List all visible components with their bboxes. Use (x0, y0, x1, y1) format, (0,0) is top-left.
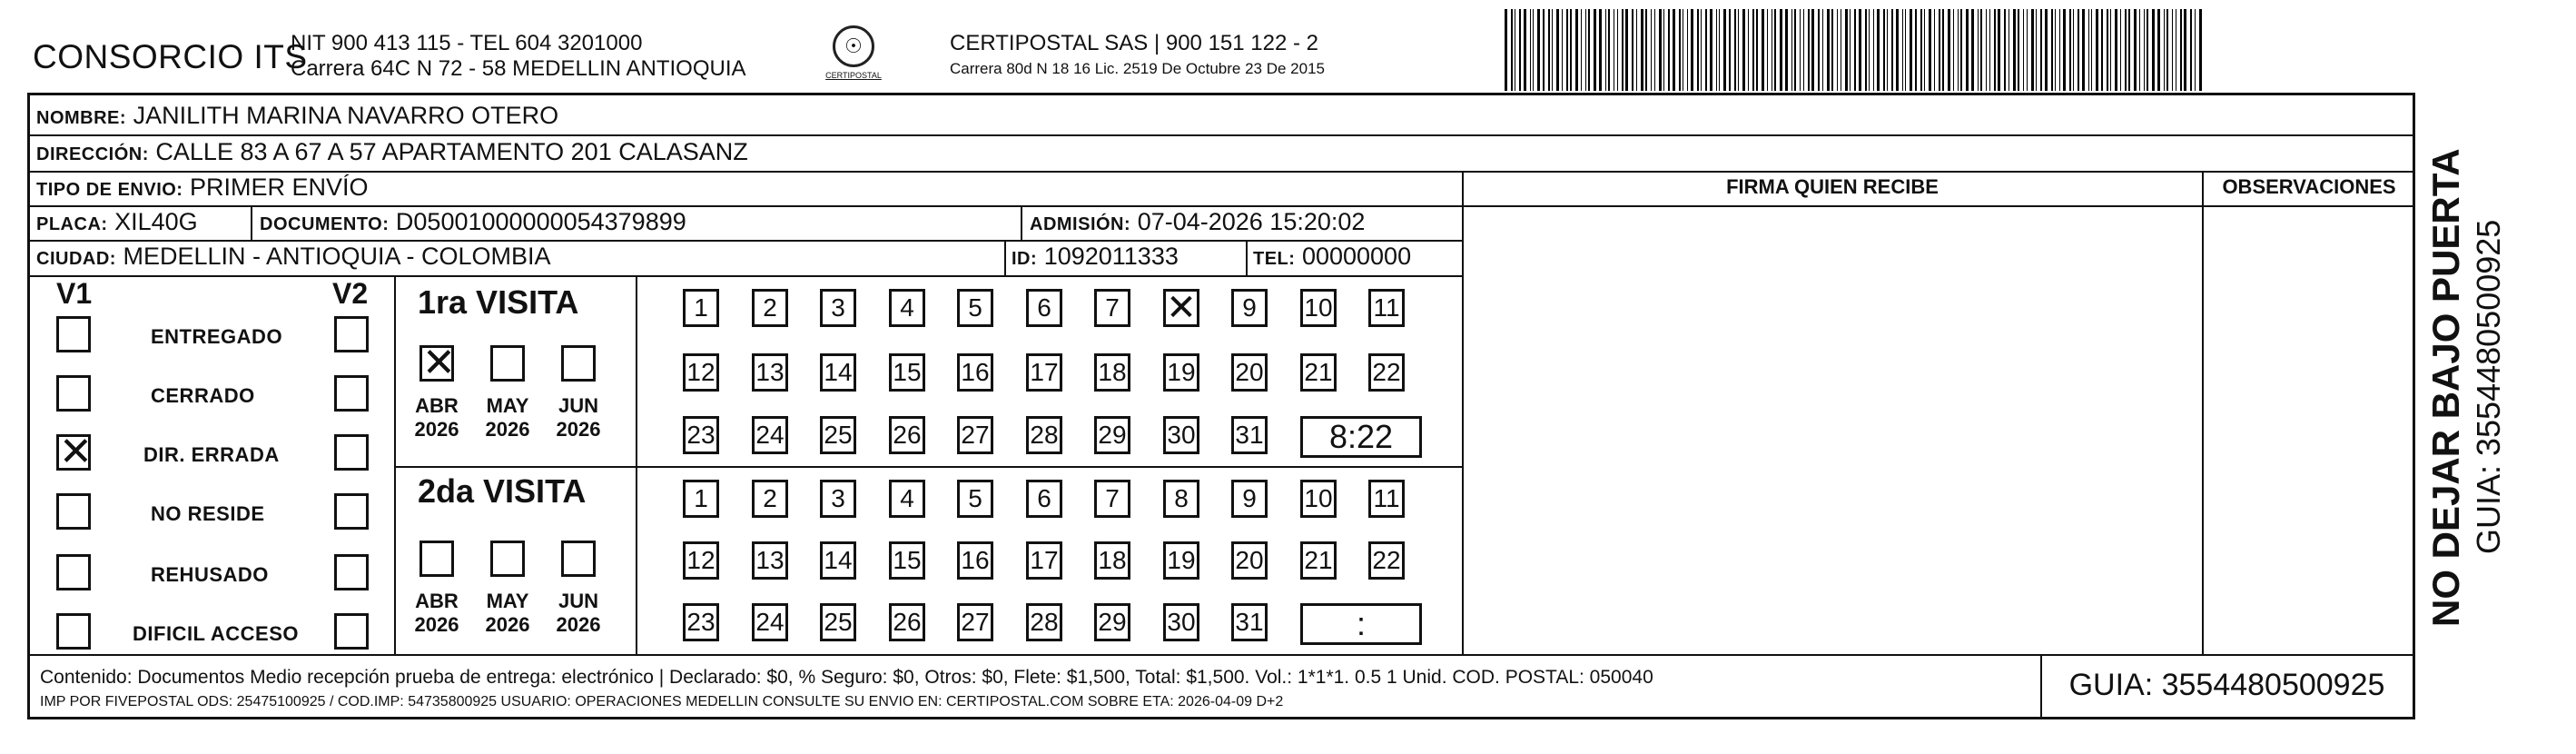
month-year: 2026 (485, 418, 530, 441)
carrier-line: CERTIPOSTAL SAS | 900 151 122 - 2 (950, 31, 1318, 55)
v2-header: V2 (332, 277, 369, 310)
barcode-bar (2128, 9, 2130, 91)
day-box[interactable]: 23 (683, 416, 719, 454)
barcode-bar (1701, 9, 1702, 91)
barcode-bar (2088, 9, 2089, 91)
day-box[interactable]: 23 (683, 603, 719, 641)
day-box[interactable]: 9 (1231, 480, 1268, 518)
barcode-bar (1585, 9, 1586, 91)
placa-row (36, 208, 198, 236)
day-box[interactable]: 5 (957, 289, 993, 327)
barcode-bar (2107, 9, 2108, 91)
day-box[interactable]: 26 (889, 416, 925, 454)
documento-label: DOCUMENTO: (260, 214, 390, 234)
day-box[interactable]: 13 (752, 353, 788, 392)
barcode-bar (2164, 9, 2165, 91)
day-box[interactable]: 5 (957, 480, 993, 518)
barcode-bar (1530, 9, 1531, 91)
month-checkbox[interactable] (419, 541, 454, 577)
carrier-info (950, 31, 1325, 82)
company-address: Carrera 64C N 72 - 58 MEDELLIN ANTIOQUIA (291, 56, 746, 81)
barcode-bar (1865, 9, 1867, 91)
logo-text: CERTIPOSTAL (825, 71, 882, 80)
month-name: JUN (558, 394, 598, 417)
barcode-bar (1533, 9, 1534, 91)
barcode-bar (2096, 9, 2098, 91)
month-name: MAY (486, 394, 529, 417)
nombre-label: NOMBRE: (36, 108, 127, 128)
time-box[interactable]: 8:22 (1300, 416, 1422, 458)
day-box[interactable]: 10 (1300, 480, 1337, 518)
barcode-bar (2172, 9, 2173, 91)
month-year: 2026 (485, 613, 530, 636)
day-box[interactable]: 27 (957, 603, 993, 641)
side-guia: GUIA: 3554480500925 (2470, 219, 2507, 554)
barcode-bar (1960, 9, 1962, 91)
barcode-bar (1566, 9, 1568, 91)
barcode-bar (1625, 9, 1628, 91)
day-box[interactable]: 11 (1368, 289, 1405, 327)
v2-checkbox[interactable] (334, 316, 369, 352)
second-visit-title: 2da VISITA (418, 472, 587, 510)
barcode-bar (2184, 9, 2186, 91)
barcode-bar (1599, 9, 1602, 91)
day-box[interactable]: 21 (1300, 541, 1337, 580)
barcode-bar (2195, 9, 2196, 91)
barcode-bar (1552, 9, 1553, 91)
barcode-bar (1524, 9, 1526, 91)
day-box[interactable]: 28 (1026, 416, 1062, 454)
ciudad-label: CIUDAD: (36, 249, 116, 269)
day-box[interactable]: 3 (820, 480, 856, 518)
barcode-bar (2199, 9, 2202, 91)
barcode-bar (1622, 9, 1624, 91)
barcode-bar (1915, 9, 1917, 91)
v2-checkbox[interactable] (334, 375, 369, 412)
barcode-bar (2036, 9, 2037, 91)
barcode-bar (1978, 9, 1979, 91)
barcode-bar (2063, 9, 2066, 91)
barcode-bar (1752, 9, 1754, 91)
barcode-bar (1808, 9, 1810, 91)
barcode-bar (2013, 9, 2016, 91)
barcode-bar (1877, 9, 1880, 91)
barcode-bar (1774, 9, 1776, 91)
barcode-bar (1859, 9, 1861, 91)
barcode-bar (1645, 9, 1647, 91)
barcode-bar (1803, 9, 1804, 91)
barcode-bar (1734, 9, 1736, 91)
placa-value: XIL40G (114, 208, 198, 235)
day-box[interactable]: 12 (683, 353, 719, 392)
month-label (405, 590, 469, 637)
barcode-bar (2018, 9, 2019, 91)
barcode-bar (2101, 9, 2103, 91)
day-box[interactable]: 15 (889, 353, 925, 392)
nombre-value: JANILITH MARINA NAVARRO OTERO (133, 102, 559, 129)
barcode-bar (1663, 9, 1664, 91)
v1-header: V1 (56, 277, 93, 310)
barcode-bar (1785, 9, 1788, 91)
day-box[interactable]: 13 (752, 541, 788, 580)
barcode-bar (1519, 9, 1521, 91)
barcode-bar (1822, 9, 1823, 91)
barcode-bar (1756, 9, 1758, 91)
day-box[interactable]: 26 (889, 603, 925, 641)
barcode-bar (2147, 9, 2148, 91)
barcode-bar (2008, 9, 2009, 91)
month-year: 2026 (556, 613, 601, 636)
barcode-bar (1575, 9, 1578, 91)
barcode-bar (1939, 9, 1940, 91)
v1-checkbox[interactable] (56, 493, 91, 530)
day-box[interactable]: 19 (1163, 541, 1199, 580)
barcode-bar (1605, 9, 1606, 91)
status-label: DIFICIL ACCESO (133, 622, 300, 645)
barcode-bar (1953, 9, 1954, 91)
day-box[interactable]: 24 (752, 603, 788, 641)
barcode-bar (2031, 9, 2034, 91)
barcode-bar (1958, 9, 1959, 91)
day-box[interactable]: 31 (1231, 603, 1268, 641)
month-name: JUN (558, 590, 598, 612)
barcode-bar (1651, 9, 1652, 91)
documento-row (260, 208, 686, 236)
month-checkbox[interactable] (490, 345, 525, 382)
barcode-bar (1556, 9, 1559, 91)
day-box[interactable]: 11 (1368, 480, 1405, 518)
barcode-bar (2157, 9, 2160, 91)
barcode-bar (1986, 9, 1987, 91)
v1-checkbox[interactable] (56, 375, 91, 412)
month-checkbox[interactable]: ✕ (419, 345, 454, 382)
day-box[interactable]: 6 (1026, 289, 1062, 327)
v2-checkbox[interactable] (334, 613, 369, 650)
day-box[interactable]: 16 (957, 541, 993, 580)
day-box[interactable]: 14 (820, 541, 856, 580)
barcode-bar (2027, 9, 2028, 91)
barcode-bar (1966, 9, 1969, 91)
month-year: 2026 (414, 613, 459, 636)
day-box[interactable]: 14 (820, 353, 856, 392)
barcode-bar (1989, 9, 1990, 91)
month-name: ABR (415, 590, 459, 612)
barcode-bar (1902, 9, 1903, 91)
admision-label: ADMISIÓN: (1030, 214, 1131, 234)
id-value: 1092011333 (1043, 243, 1179, 270)
barcode-bar (1920, 9, 1922, 91)
status-label: CERRADO (151, 384, 255, 407)
barcode-bar (1929, 9, 1931, 91)
barcode-bar (1873, 9, 1874, 91)
barcode-bar (1948, 9, 1950, 91)
day-box[interactable]: ✕ (1163, 289, 1199, 327)
admision-row (1030, 208, 1365, 236)
barcode (1505, 9, 2231, 91)
barcode-bar (2023, 9, 2024, 91)
barcode-bar (1581, 9, 1582, 91)
direccion-row (36, 138, 748, 166)
status-label: DIR. ERRADA (143, 443, 280, 466)
month-label (476, 394, 539, 441)
barcode-bar (1548, 9, 1550, 91)
month-checkbox[interactable] (561, 345, 596, 382)
month-label (405, 394, 469, 441)
barcode-bar (1673, 9, 1675, 91)
v2-checkbox[interactable] (334, 493, 369, 530)
company-info (291, 31, 746, 82)
barcode-bar (1748, 9, 1749, 91)
day-box[interactable]: 30 (1163, 416, 1199, 454)
barcode-bar (2180, 9, 2182, 91)
nit-line: NIT 900 413 115 - TEL 604 3201000 (291, 31, 643, 55)
ciudad-value: MEDELLIN - ANTIOQUIA - COLOMBIA (123, 243, 551, 270)
day-box[interactable]: 1 (683, 480, 719, 518)
admision-value: 07-04-2026 15:20:02 (1137, 208, 1366, 235)
barcode-bar (1588, 9, 1590, 91)
barcode-bar (1762, 9, 1764, 91)
barcode-bar (1687, 9, 1688, 91)
day-box[interactable]: 22 (1368, 541, 1405, 580)
barcode-bar (1845, 9, 1848, 91)
barcode-bar (2040, 9, 2042, 91)
barcode-bar (1570, 9, 1572, 91)
barcode-bar (1891, 9, 1893, 91)
barcode-bar (1738, 9, 1739, 91)
barcode-bar (1719, 9, 1720, 91)
imp-line: IMP POR FIVEPOSTAL ODS: 25475100925 / COD.IMP: 54735800925 USUARIO: OPERACIONES MEDELLIN CONSULTE SU ENVIO EN: CERTIPOSTAL.COM SOBRE ETA: 2026-04-09 D+2 (40, 694, 1284, 709)
day-box[interactable]: 29 (1094, 416, 1130, 454)
barcode-bar (2110, 9, 2111, 91)
barcode-bar (2078, 9, 2079, 91)
v2-checkbox[interactable] (334, 434, 369, 471)
barcode-bar (1710, 9, 1712, 91)
barcode-bar (1818, 9, 1820, 91)
footer-guia: GUIA: 3554480500925 (2068, 668, 2385, 702)
barcode-bar (1883, 9, 1885, 91)
barcode-bar (1910, 9, 1912, 91)
id-label: ID: (1012, 249, 1038, 269)
barcode-bar (1994, 9, 1996, 91)
company-name: CONSORCIO ITS (33, 38, 308, 75)
day-box[interactable]: 2 (752, 480, 788, 518)
barcode-bar (1723, 9, 1726, 91)
first-visit-title: 1ra VISITA (418, 283, 579, 321)
day-box[interactable]: 29 (1094, 603, 1130, 641)
day-box[interactable]: 25 (820, 416, 856, 454)
barcode-bar (1811, 9, 1814, 91)
observaciones-header: OBSERVACIONES (2222, 175, 2396, 198)
month-year: 2026 (414, 418, 459, 441)
barcode-bar (1679, 9, 1681, 91)
month-name: ABR (415, 394, 459, 417)
barcode-bar (2152, 9, 2155, 91)
barcode-bar (1780, 9, 1782, 91)
barcode-bar (2134, 9, 2137, 91)
barcode-bar (2166, 9, 2168, 91)
day-box[interactable]: 28 (1026, 603, 1062, 641)
barcode-bar (2004, 9, 2006, 91)
carrier-logo (817, 25, 890, 89)
day-box[interactable]: 6 (1026, 480, 1062, 518)
barcode-bar (1659, 9, 1662, 91)
barcode-bar (1869, 9, 1870, 91)
month-checkbox[interactable] (561, 541, 596, 577)
carrier-license: Carrera 80d N 18 16 Lic. 2519 De Octubre 23 De 2015 (950, 60, 1325, 77)
no-dejar-note: NO DEJAR BAJO PUERTA (2424, 148, 2467, 627)
time-box[interactable]: : (1300, 603, 1422, 645)
tel-label: TEL: (1253, 249, 1296, 269)
placa-label: PLACA: (36, 214, 108, 234)
barcode-bar (1562, 9, 1563, 91)
day-box[interactable]: 7 (1094, 289, 1130, 327)
direccion-value: CALLE 83 A 67 A 57 APARTAMENTO 201 CALASANZ (155, 138, 748, 165)
barcode-bar (1998, 9, 2000, 91)
day-box[interactable]: 4 (889, 289, 925, 327)
status-label: NO RESIDE (151, 502, 265, 525)
barcode-bar (1705, 9, 1707, 91)
day-box[interactable]: 20 (1231, 353, 1268, 392)
barcode-bar (2190, 9, 2192, 91)
day-box[interactable]: 25 (820, 603, 856, 641)
v1-checkbox[interactable] (56, 613, 91, 650)
tel-value: 00000000 (1301, 243, 1412, 270)
tipo-value: PRIMER ENVÍO (189, 174, 369, 201)
barcode-bar (1729, 9, 1731, 91)
barcode-bar (2120, 9, 2121, 91)
barcode-bar (1505, 9, 1507, 91)
v1-checkbox[interactable] (56, 554, 91, 590)
day-box[interactable]: 8 (1163, 480, 1199, 518)
day-box[interactable]: 17 (1026, 541, 1062, 580)
barcode-bar (1654, 9, 1655, 91)
contenido-line: Contenido: Documentos Medio recepción prueba de entrega: electrónico | Declarado: $0, % Seguro: $0, Otros: $0, Flete: $1,500, Total: $1,500. Vol.: 1*1*1. 0.5 1 Unid. COD. POSTAL: 050040 (40, 667, 1653, 688)
barcode-bar (1608, 9, 1610, 91)
day-box[interactable]: 20 (1231, 541, 1268, 580)
direccion-label: DIRECCIÓN: (36, 144, 149, 164)
barcode-bar (2045, 9, 2048, 91)
barcode-bar (1794, 9, 1796, 91)
id-row (1012, 243, 1179, 271)
barcode-bar (2144, 9, 2145, 91)
barcode-bar (1511, 9, 1513, 91)
month-label (547, 590, 610, 637)
day-box[interactable]: 16 (957, 353, 993, 392)
month-label (476, 590, 539, 637)
firma-header: FIRMA QUIEN RECIBE (1726, 175, 1939, 198)
day-box[interactable]: 18 (1094, 353, 1130, 392)
day-box[interactable]: 15 (889, 541, 925, 580)
day-box[interactable]: 10 (1300, 289, 1337, 327)
barcode-bar (1980, 9, 1982, 91)
barcode-bar (1971, 9, 1974, 91)
day-box[interactable]: 27 (957, 416, 993, 454)
day-box[interactable]: 24 (752, 416, 788, 454)
barcode-bar (2082, 9, 2085, 91)
barcode-bar (1942, 9, 1944, 91)
v2-checkbox[interactable] (334, 554, 369, 590)
barcode-bar (2073, 9, 2074, 91)
barcode-bar (1800, 9, 1801, 91)
barcode-bar (1537, 9, 1540, 91)
barcode-bar (1827, 9, 1830, 91)
nombre-row (36, 102, 558, 130)
day-box[interactable]: 9 (1231, 289, 1268, 327)
barcode-bar (2139, 9, 2140, 91)
barcode-bar (1896, 9, 1899, 91)
tipo-row (36, 174, 369, 202)
day-box[interactable]: 1 (683, 289, 719, 327)
day-box[interactable]: 3 (820, 289, 856, 327)
barcode-bar (2051, 9, 2053, 91)
day-box[interactable]: 12 (683, 541, 719, 580)
barcode-bar (1831, 9, 1833, 91)
month-year: 2026 (556, 418, 601, 441)
day-box[interactable]: 18 (1094, 541, 1130, 580)
v1-checkbox[interactable]: ✕ (56, 434, 91, 471)
barcode-bar (2125, 9, 2127, 91)
barcode-bar (1767, 9, 1768, 91)
barcode-bar (1837, 9, 1838, 91)
barcode-bar (1697, 9, 1699, 91)
day-box[interactable]: 31 (1231, 416, 1268, 454)
barcode-bar (1691, 9, 1693, 91)
v1-checkbox[interactable] (56, 316, 91, 352)
documento-value: D05001000000054379899 (395, 208, 686, 235)
tipo-label: TIPO DE ENVIO: (36, 180, 183, 200)
barcode-bar (1791, 9, 1792, 91)
day-box[interactable]: 7 (1094, 480, 1130, 518)
barcode-bar (2055, 9, 2056, 91)
status-label: REHUSADO (151, 563, 269, 586)
month-checkbox[interactable] (490, 541, 525, 577)
barcode-bar (1594, 9, 1596, 91)
barcode-bar (1641, 9, 1643, 91)
day-box[interactable]: 22 (1368, 353, 1405, 392)
barcode-bar (1934, 9, 1935, 91)
barcode-bar (1543, 9, 1545, 91)
day-box[interactable]: 30 (1163, 603, 1199, 641)
barcode-bar (1617, 9, 1618, 91)
barcode-bar (1716, 9, 1717, 91)
status-label: ENTREGADO (151, 325, 283, 348)
day-box[interactable]: 21 (1300, 353, 1337, 392)
barcode-bar (2059, 9, 2060, 91)
barcode-bar (1632, 9, 1633, 91)
barcode-bar (1924, 9, 1925, 91)
tel-row (1253, 243, 1411, 271)
day-box[interactable]: 17 (1026, 353, 1062, 392)
ciudad-row (36, 243, 551, 271)
barcode-bar (2091, 9, 2092, 91)
month-label (547, 394, 610, 441)
day-box[interactable]: 4 (889, 480, 925, 518)
barcode-bar (1636, 9, 1637, 91)
logo-icon: ☉ (833, 25, 874, 67)
barcode-bar (1850, 9, 1851, 91)
day-box[interactable]: 2 (752, 289, 788, 327)
barcode-bar (1668, 9, 1670, 91)
barcode-bar (1742, 9, 1745, 91)
barcode-bar (1854, 9, 1856, 91)
month-name: MAY (486, 590, 529, 612)
barcode-bar (1905, 9, 1906, 91)
barcode-bar (2069, 9, 2071, 91)
day-box[interactable]: 19 (1163, 353, 1199, 392)
barcode-bar (2115, 9, 2117, 91)
barcode-bar (1887, 9, 1888, 91)
